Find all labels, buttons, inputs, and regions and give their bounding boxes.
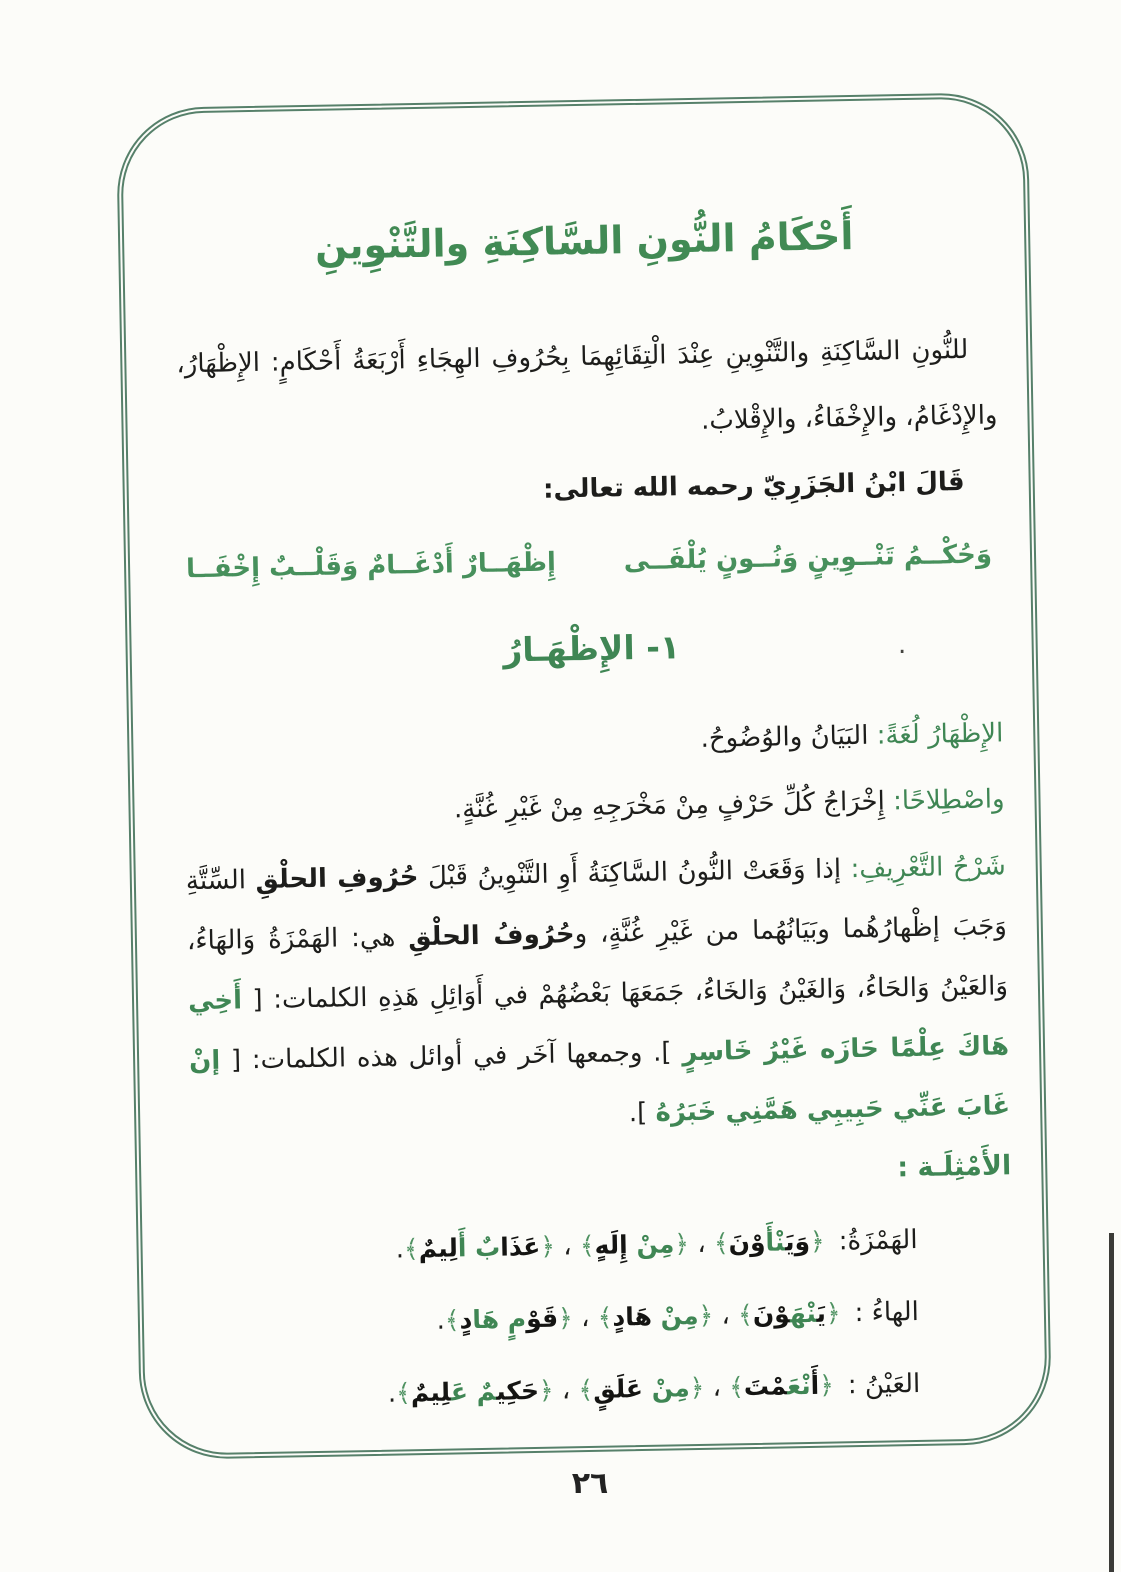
quote-text: عَذَا [500,1231,541,1262]
quote-separator: ، [712,1300,739,1331]
sharh-text: السِّتَّةِ وَجَبَ إظْهارُهُما وبَيَانُهُما من غَيْرِ غُنَّةٍ، و [185,865,1008,950]
throat-letters-term: حُرُوفِ الحلْقِ [255,862,419,896]
quote-text: لِيمٌ [410,1377,452,1408]
quote-text: لِيمٌ [418,1233,459,1264]
quote-text: إِلَهٍ [594,1230,637,1260]
istilah-label: واصْطِلاحًا: [892,784,1005,817]
attribution-line: قَالَ ابْنُ الجَزَرِيّ رحمه الله تعالى: [542,466,965,505]
row-period: . [436,1305,446,1336]
ornate-bracket-close-icon: ﴾ [597,1302,613,1332]
ornate-bracket-open-icon: ﴿ [825,1298,841,1328]
sharh-text: إذا وَقَعَتْ النُّونُ السَّاكِنَةُ أَوِ التَّنْوِينُ قَبْلَ [418,854,851,893]
example-label: العَيْنُ : [847,1368,921,1401]
quran-quote [445,1303,573,1334]
sharh-text: هي: الهَمْزَةُ وَالهَاءُ، وَالعَيْنُ وَالحَاءُ، وَالغَيْنُ وَالخَاءُ، جَمَعَهَا بَعْضُهُمْ في أَوَائِلِ هَذِهِ الكلمات: [ [186,922,1009,1016]
istilah-text: إِخْرَاجُ كُلِّ حَرْفٍ مِنْ مَخْرَجِهِ مِنْ غَيْرِ غُنَّةٍ. [453,786,894,825]
quote-text: أَ [810,1370,820,1400]
poetry-first-hemistich: وَحُكْــمُ تَنْــوِينٍ وَنُــونٍ يُلْفَــى [623,539,993,577]
quote-text: وْنَ [752,1299,791,1329]
example-row-haa [193,1282,919,1355]
mnemonic-phrase-2: إنْ غَابَ عَنِّي حَبِيبِي هَمَّنِي خَبَرُهُ [188,1045,1011,1128]
page-title: أَحْكَامُ النُّونِ السَّاكِنَةِ والتَّنْوِينِ [314,213,854,268]
ornate-bracket-open-icon: ﴿ [809,1226,825,1256]
quran-quote [578,1373,704,1404]
ornate-bracket-close-icon: ﴾ [728,1372,745,1402]
section-heading-izhar: ١- الإِظْهَـارُ [502,627,681,670]
lugha-label: الإِظْهَارُ لُغَةً: [876,718,1004,751]
ornate-bracket-close-icon: ﴾ [578,1374,594,1405]
scan-artifact-dot: . [898,630,907,660]
quote-highlight: نْهَ [789,1298,817,1329]
quote-text: قَوْ [525,1303,559,1334]
lugha-text: البَيَانُ والوُضُوحُ. [700,720,877,754]
quote-highlight: بٌ أَ [457,1232,501,1263]
quran-quote [738,1298,841,1329]
row-period: . [387,1378,397,1409]
ornate-bracket-open-icon: ﴿ [818,1370,835,1400]
quote-highlight: مِنْ [636,1229,675,1260]
poetry-second-hemistich: إِظْهَــارٌ أَدْغَــامٌ وَقَلْــبٌ إِخْفَــا [185,547,557,585]
ornate-bracket-open-icon: ﴿ [538,1375,554,1405]
quote-separator: ، [572,1302,598,1334]
quote-text: حَكِي [495,1375,540,1406]
technical-definition-line [184,766,1005,847]
ornate-bracket-close-icon: ﴾ [579,1230,595,1261]
quran-quote [597,1301,713,1332]
example-row-ain [195,1354,921,1427]
scan-edge-shadow [1109,1233,1114,1572]
example-row-hamza [192,1210,918,1283]
sharh-text: ]. وجمعها آخَر في أوائل هذه الكلمات: [ [219,1037,683,1076]
throat-letters-term: حُرُوفُ الحلْقِ [407,919,575,953]
quote-highlight: نْعَ [786,1370,811,1401]
decorative-double-border-frame [116,92,1053,1460]
ornate-bracket-close-icon: ﴾ [395,1378,412,1408]
quran-quote [404,1232,556,1264]
ornate-bracket-open-icon: ﴿ [557,1303,574,1333]
quote-highlight: مِنْ [660,1300,699,1331]
quote-highlight: مٍ هَا [472,1304,527,1335]
quote-text: دٍ [459,1305,473,1335]
row-period: . [395,1234,405,1265]
example-label: الهاءُ : [854,1296,920,1329]
quote-highlight: نْأَ [765,1227,786,1257]
example-label: الهَمْزَةُ: [838,1224,918,1257]
quote-text: عَلَقٍ [592,1373,652,1404]
sharh-label: شَرْحُ التَّعْرِيفِ: [850,851,1007,885]
quran-quote [580,1229,690,1260]
ornate-bracket-open-icon: ﴿ [689,1372,705,1403]
quran-quote [396,1376,554,1408]
ornate-bracket-open-icon: ﴿ [540,1231,556,1261]
quote-text: وْنَ [728,1227,766,1258]
quran-quote [729,1371,834,1402]
page-number: ٢٦ [571,1466,609,1501]
quote-separator: ، [704,1372,730,1403]
ornate-bracket-open-icon: ﴿ [698,1300,714,1330]
quote-separator: ، [554,1231,581,1262]
ornate-bracket-close-icon: ﴾ [713,1228,729,1258]
quote-text: هَادٍ [612,1301,661,1332]
quote-text: يَ [816,1298,827,1328]
quote-highlight: مٌ عَ [450,1376,497,1407]
quote-text: وَيَ [784,1226,811,1257]
ornate-bracket-open-icon: ﴿ [674,1229,690,1259]
intro-paragraph: للنُّونِ السَّاكِنَةِ والتَّنْوِينِ عِنْدَ الْتِقَائِهِمَا بِحُرُوفِ الهِجَاءِ أَرْبَعَةُ أَحْكَامٍ: الإِظْهَارُ، والإِدْغَامُ، والإِخْفَاءُ، والإِقْلابُ. [176,334,998,436]
quote-text: مْتَ [743,1371,788,1402]
quote-separator: ، [688,1228,715,1260]
quran-quote [714,1227,825,1258]
ornate-bracket-close-icon: ﴾ [444,1305,460,1335]
sharh-text: ]. [628,1097,656,1129]
quote-highlight: مِنْ [651,1373,690,1403]
quote-separator: ، [553,1375,579,1406]
examples-heading: الأَمْثِلَـة : [897,1150,1012,1184]
definition-explanation-paragraph [185,836,1010,1151]
ornate-bracket-close-icon: ﴾ [737,1299,754,1330]
mnemonic-phrase-1: أَخِي هَاكَ عِلْمًا حَازَه غَيْرُ خَاسِرٍ [187,985,1010,1068]
poetry-verse [180,524,1001,599]
ornate-bracket-close-icon: ﴾ [403,1234,419,1264]
